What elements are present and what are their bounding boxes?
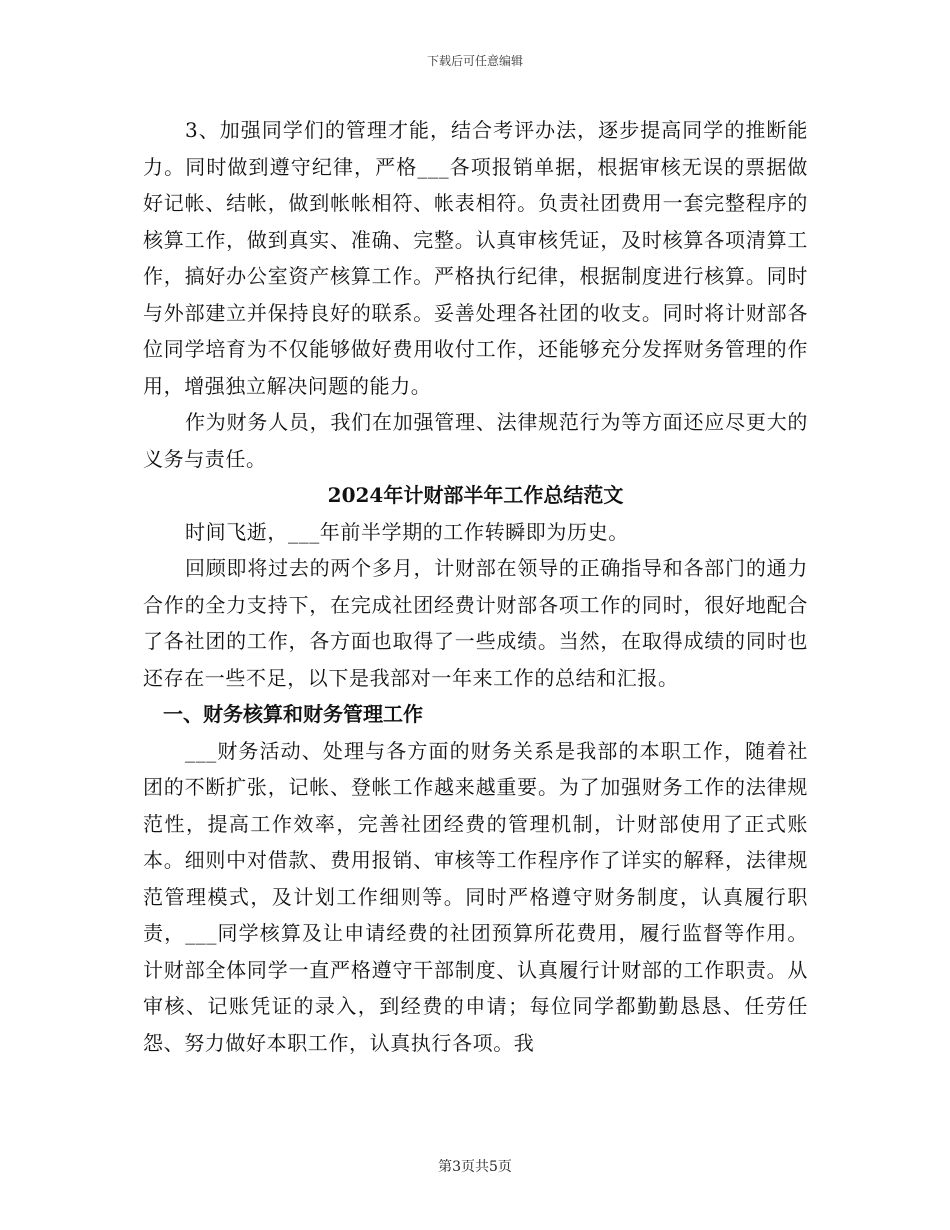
section-heading: 一、财务核算和财务管理工作	[163, 702, 423, 726]
document-body	[143, 112, 808, 1061]
paragraph: 回顾即将过去的两个多月，计财部在领导的正确指导和各部门的通力合作的全力支持下，在完成社团经费计财部各项工作的同时，很好地配合了各社团的工作，各方面也取得了一些成绩。当然，在取得成绩的同时也还存在一些不足，以下是我部对一年来工作的总结和汇报。	[143, 556, 808, 690]
page-header: 下载后可任意编辑	[426, 54, 523, 68]
document-title: 2024年计财部半年工作总结范文	[327, 483, 624, 507]
paragraph: 3、加强同学们的管理才能，结合考评办法，逐步提高同学的推断能力。同时做到遵守纪律，严格___各项报销单据，根据审核无误的票据做好记帐、结帐，做到帐帐相符、帐表相符。负责社团费用一套完整程序的核算工作，做到真实、准确、完整。认真审核凭证，及时核算各项清算工作，搞好办公室资产核算工作。严格执行纪律，根据制度进行核算。同时与外部建立并保持良好的联系。妥善处理各社团的收支。同时将计财部各位同学培育为不仅能够做好费用收付工作，还能够充分发挥财务管理的作用，增强独立解决问题的能力。	[143, 118, 808, 398]
paragraph: 作为财务人员，我们在加强管理、法律规范行为等方面还应尽更大的义务与责任。	[143, 410, 808, 471]
paragraph: 时间飞逝，___年前半学期的工作转瞬即为历史。	[185, 519, 629, 544]
page-footer: 第3页共5页	[438, 1159, 512, 1175]
paragraph: ___财务活动、处理与各方面的财务关系是我部的本职工作，随着社团的不断扩张，记帐、登帐工作越来越重要。为了加强财务工作的法律规范性，提高工作效率，完善社团经费的管理机制，计财部使用了正式账本。细则中对借款、费用报销、审核等工作程序作了详实的解释，法律规范管理模式，及计划工作细则等。同时严格遵守财务制度，认真履行职责，___同学核算及让申请经费的社团预算所花费用，履行监督等作用。计财部全体同学一直严格遵守干部制度、认真履行计财部的工作职责。从审核、记账凭证的录入，到经费的申请；每位同学都勤勤恳恳、任劳任怨、努力做好本职工作，认真执行各项。我	[143, 738, 808, 1055]
